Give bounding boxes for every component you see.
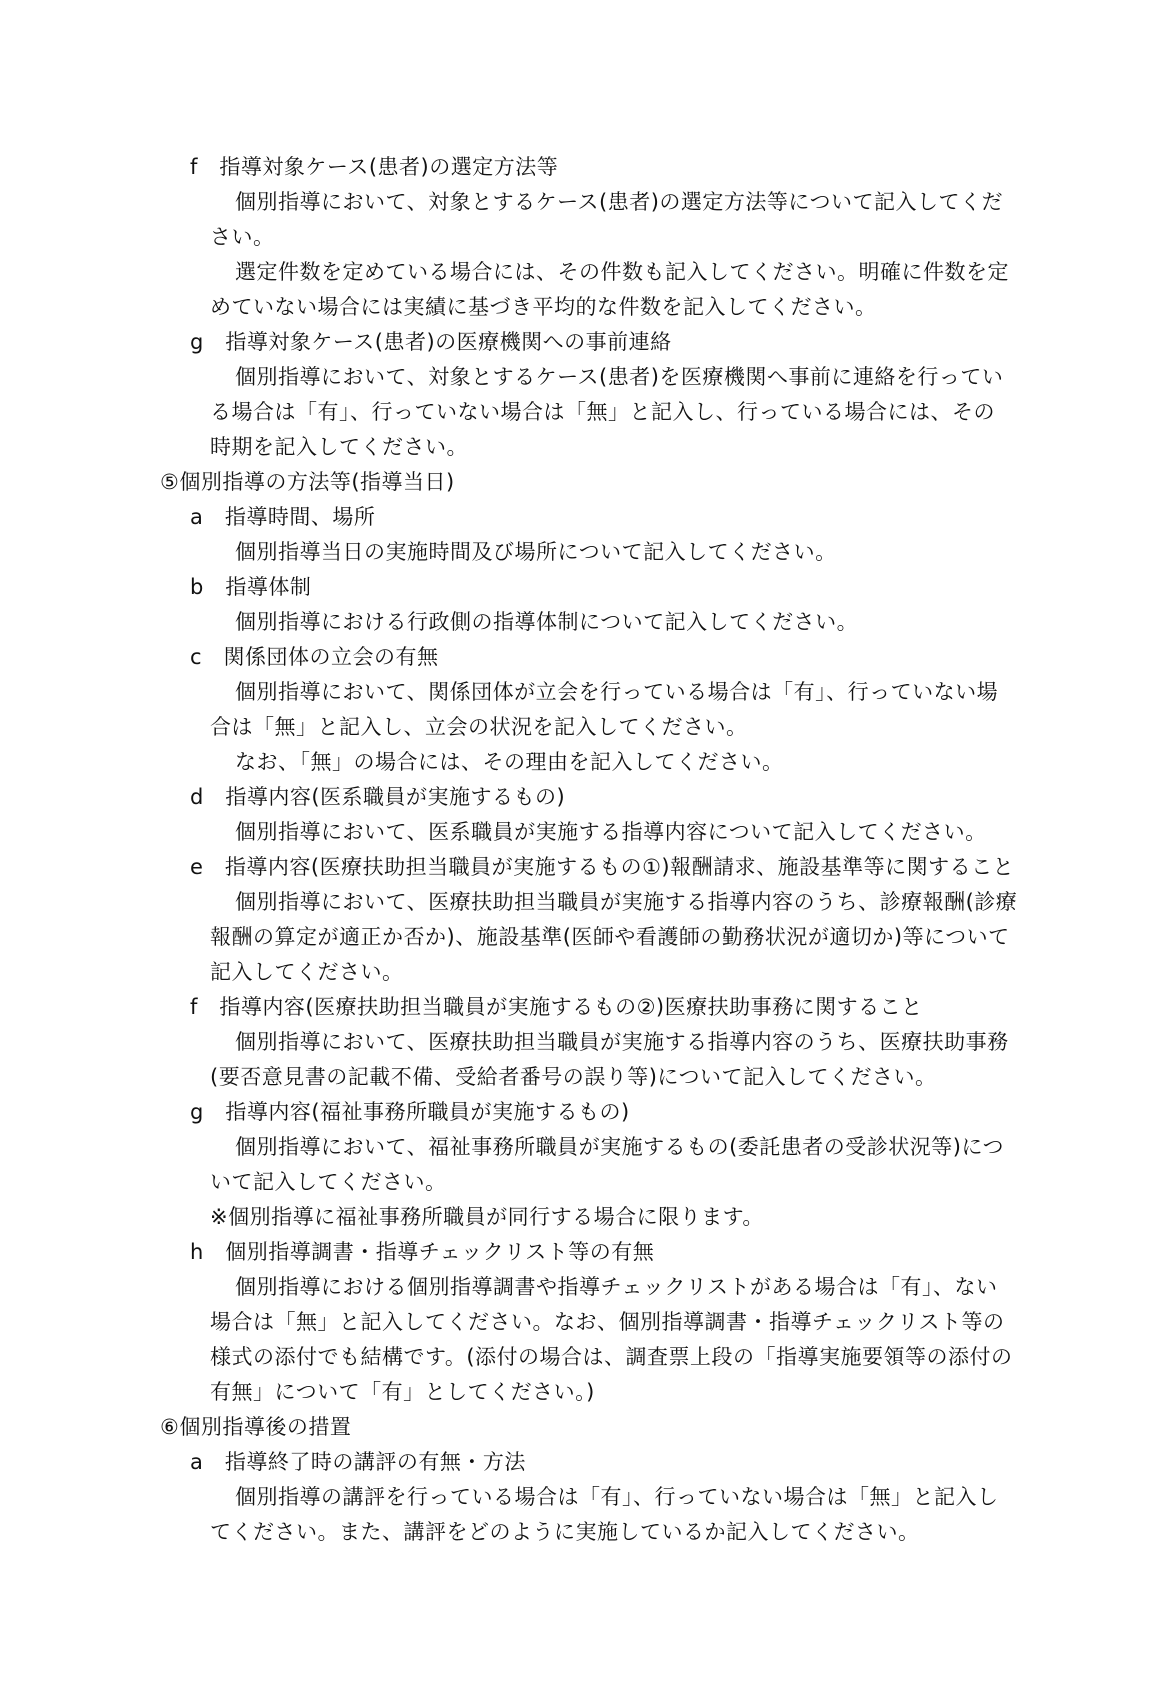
paragraph-line: 個別指導において、福祉事務所職員が実施するもの(委託患者の受診状況等)につ: [235, 1135, 1005, 1159]
subsection-heading: b 指導体制: [190, 575, 312, 599]
subsection-heading: f 指導内容(医療扶助担当職員が実施するもの②)医療扶助事務に関すること: [190, 995, 923, 1019]
subsection-heading: a 指導時間、場所: [190, 505, 376, 529]
paragraph-line: 時期を記入してください。: [210, 435, 468, 459]
paragraph-line: 合は「無」と記入し、立会の状況を記入してください。: [210, 715, 748, 739]
paragraph-line: なお、「無」の場合には、その理由を記入してください。: [235, 750, 784, 774]
subsection-heading: c 関係団体の立会の有無: [190, 645, 439, 669]
paragraph-line: 個別指導における行政側の指導体制について記入してください。: [235, 610, 859, 634]
paragraph-line: いて記入してください。: [210, 1170, 447, 1194]
paragraph-line: 個別指導における個別指導調書や指導チェックリストがある場合は「有」、ない: [235, 1275, 998, 1299]
paragraph-line: (要否意見書の記載不備、受給者番号の誤り等)について記入してください。: [210, 1065, 937, 1089]
paragraph-line: てください。また、講評をどのように実施しているか記入してください。: [210, 1520, 920, 1544]
subsection-heading: d 指導内容(医系職員が実施するもの): [190, 785, 566, 809]
paragraph-line: 有無」について「有」としてください。): [210, 1380, 595, 1404]
document-page: [160, 150, 1040, 1550]
section-heading: ⑤個別指導の方法等(指導当日): [160, 470, 455, 494]
subsection-heading: a 指導終了時の講評の有無・方法: [190, 1450, 526, 1474]
paragraph-line: 個別指導当日の実施時間及び場所について記入してください。: [235, 540, 837, 564]
paragraph-line: 個別指導において、対象とするケース(患者)を医療機関へ事前に連絡を行ってい: [235, 365, 1004, 389]
paragraph-line: さい。: [210, 225, 275, 249]
paragraph-line: ※個別指導に福祉事務所職員が同行する場合に限ります。: [210, 1205, 764, 1229]
paragraph-line: 記入してください。: [210, 960, 404, 984]
paragraph-line: めていない場合には実績に基づき平均的な件数を記入してください。: [210, 295, 877, 319]
subsection-heading: f 指導対象ケース(患者)の選定方法等: [190, 155, 559, 179]
paragraph-line: 選定件数を定めている場合には、その件数も記入してください。明確に件数を定: [235, 260, 1009, 284]
paragraph-line: 個別指導において、医療扶助担当職員が実施する指導内容のうち、診療報酬(診療: [235, 890, 1018, 914]
subsection-heading: e 指導内容(医療扶助担当職員が実施するもの①)報酬請求、施設基準等に関すること: [190, 855, 1015, 879]
subsection-heading: h 個別指導調書・指導チェックリスト等の有無: [190, 1240, 655, 1264]
paragraph-line: 個別指導において、医系職員が実施する指導内容について記入してください。: [235, 820, 987, 844]
paragraph-line: 個別指導において、関係団体が立会を行っている場合は「有」、行っていない場: [235, 680, 999, 704]
paragraph-line: 個別指導の講評を行っている場合は「有」、行っていない場合は「無」と記入し: [235, 1485, 999, 1509]
subsection-heading: g 指導内容(福祉事務所職員が実施するもの): [190, 1100, 630, 1124]
paragraph-line: 個別指導において、対象とするケース(患者)の選定方法等について記入してくだ: [235, 190, 1003, 214]
paragraph-line: 報酬の算定が適正か否か)、施設基準(医師や看護師の勤務状況が適切か)等について: [210, 925, 1010, 949]
subsection-heading: g 指導対象ケース(患者)の医療機関への事前連絡: [190, 330, 672, 354]
paragraph-line: 様式の添付でも結構です。(添付の場合は、調査票上段の「指導実施要領等の添付の: [210, 1345, 1013, 1369]
paragraph-line: 個別指導において、医療扶助担当職員が実施する指導内容のうち、医療扶助事務: [235, 1030, 1009, 1054]
section-heading: ⑥個別指導後の措置: [160, 1415, 352, 1439]
paragraph-line: 場合は「無」と記入してください。なお、個別指導調書・指導チェックリスト等の: [210, 1310, 1005, 1334]
paragraph-line: る場合は「有」、行っていない場合は「無」と記入し、行っている場合には、その: [210, 400, 995, 424]
